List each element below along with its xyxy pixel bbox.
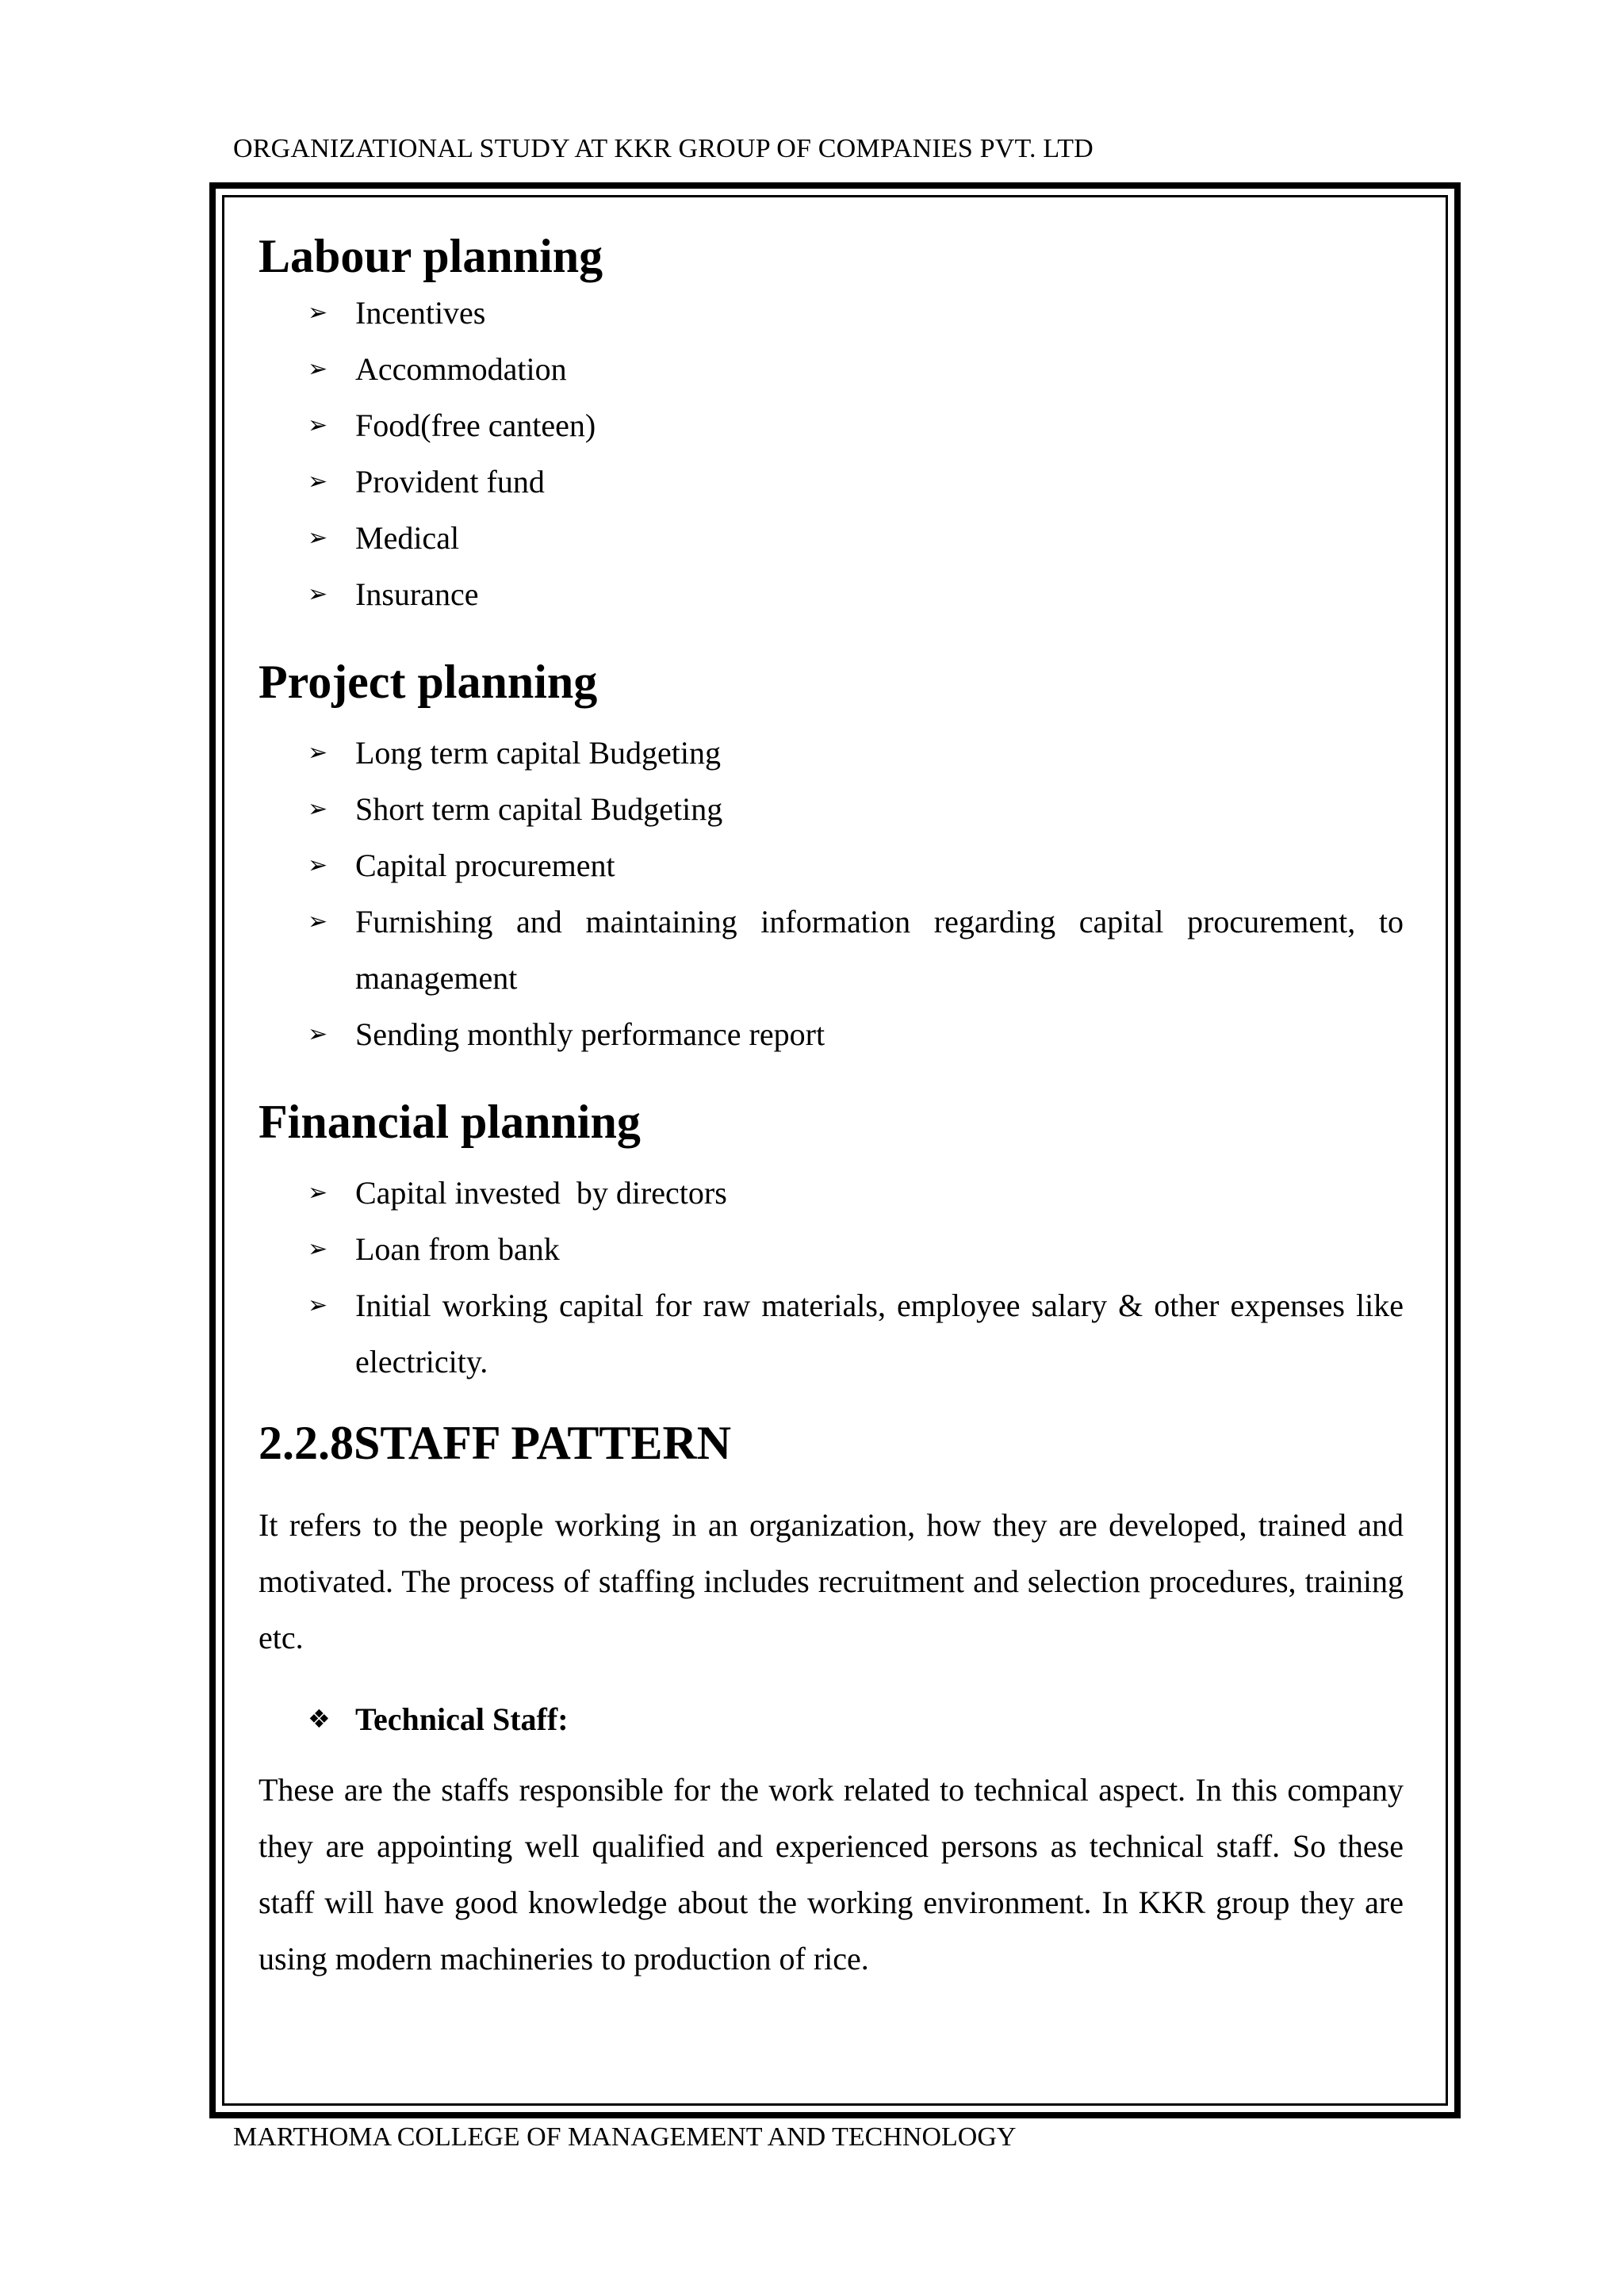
project-planning-heading: Project planning — [259, 656, 598, 708]
technical-staff-heading: ❖ Technical Staff: — [259, 1691, 1404, 1747]
arrowhead-bullet-icon: ➢ — [308, 1292, 328, 1319]
spacer — [259, 622, 1404, 654]
list-item: ➢ Long term capital Budgeting — [259, 725, 1404, 781]
running-footer: MARTHOMA COLLEGE OF MANAGEMENT AND TECHNOLOGY — [233, 2122, 1017, 2152]
list-item: ➢ Furnishing and maintaining information regarding capital procurement, to management — [259, 894, 1404, 1006]
arrowhead-bullet-icon: ➢ — [308, 1235, 328, 1263]
arrowhead-bullet-icon: ➢ — [308, 299, 328, 327]
spacer — [259, 1747, 1404, 1762]
arrowhead-bullet-icon: ➢ — [308, 908, 328, 936]
list-item: ➢ Medical — [259, 510, 1404, 566]
list-item: ➢ Insurance — [259, 566, 1404, 622]
staff-pattern-paragraph: It refers to the people working in an organization, how they are developed, trained and motivated. The process of staffing includes recruitment and selection procedures, training etc. — [259, 1507, 1404, 1655]
arrowhead-bullet-icon: ➢ — [308, 355, 328, 383]
list-item: ➢ Food(free canteen) — [259, 397, 1404, 453]
list-item: ➢ Loan from bank — [259, 1221, 1404, 1277]
list-item: ➢ Short term capital Budgeting — [259, 781, 1404, 837]
list-item: ➢ Capital invested by directors — [259, 1165, 1404, 1221]
list-item: ➢ Sending monthly performance report — [259, 1006, 1404, 1062]
page-content — [259, 228, 1404, 1987]
arrowhead-bullet-icon: ➢ — [308, 580, 328, 608]
arrowhead-bullet-icon: ➢ — [308, 851, 328, 879]
spacer — [259, 1471, 1404, 1497]
list-item: ➢ Initial working capital for raw materials, employee salary & other expenses like electricity. — [259, 1277, 1404, 1390]
list-item: ➢ Accommodation — [259, 341, 1404, 397]
list-item: ➢ Incentives — [259, 285, 1404, 341]
spacer — [259, 1666, 1404, 1691]
spacer — [259, 1150, 1404, 1165]
four-diamond-bullet-icon: ❖ — [308, 1704, 331, 1734]
arrowhead-bullet-icon: ➢ — [308, 411, 328, 439]
project-planning-list — [259, 725, 1404, 1062]
labour-planning-list — [259, 285, 1404, 622]
staff-pattern-heading: 2.2.8STAFF PATTERN — [259, 1417, 732, 1469]
spacer — [259, 1390, 1404, 1415]
list-item: ➢ Capital procurement — [259, 837, 1404, 894]
arrowhead-bullet-icon: ➢ — [308, 795, 328, 823]
technical-staff-paragraph: These are the staffs responsible for the work related to technical aspect. In this company they are appointing well qualified and experienced persons as technical staff. So these staff will have good knowledge about the working environment. In KKR group they are using modern machineries to production of rice. — [259, 1772, 1404, 1976]
arrowhead-bullet-icon: ➢ — [308, 1179, 328, 1207]
list-item: ➢ Provident fund — [259, 453, 1404, 510]
arrowhead-bullet-icon: ➢ — [308, 468, 328, 496]
labour-planning-heading: Labour planning — [259, 230, 603, 282]
running-header: ORGANIZATIONAL STUDY AT KKR GROUP OF COMPANIES PVT. LTD — [233, 134, 1094, 163]
spacer — [259, 1062, 1404, 1094]
financial-planning-list — [259, 1165, 1404, 1390]
arrowhead-bullet-icon: ➢ — [308, 739, 328, 767]
spacer — [259, 710, 1404, 725]
financial-planning-heading: Financial planning — [259, 1096, 641, 1148]
arrowhead-bullet-icon: ➢ — [308, 1020, 328, 1048]
arrowhead-bullet-icon: ➢ — [308, 524, 328, 552]
